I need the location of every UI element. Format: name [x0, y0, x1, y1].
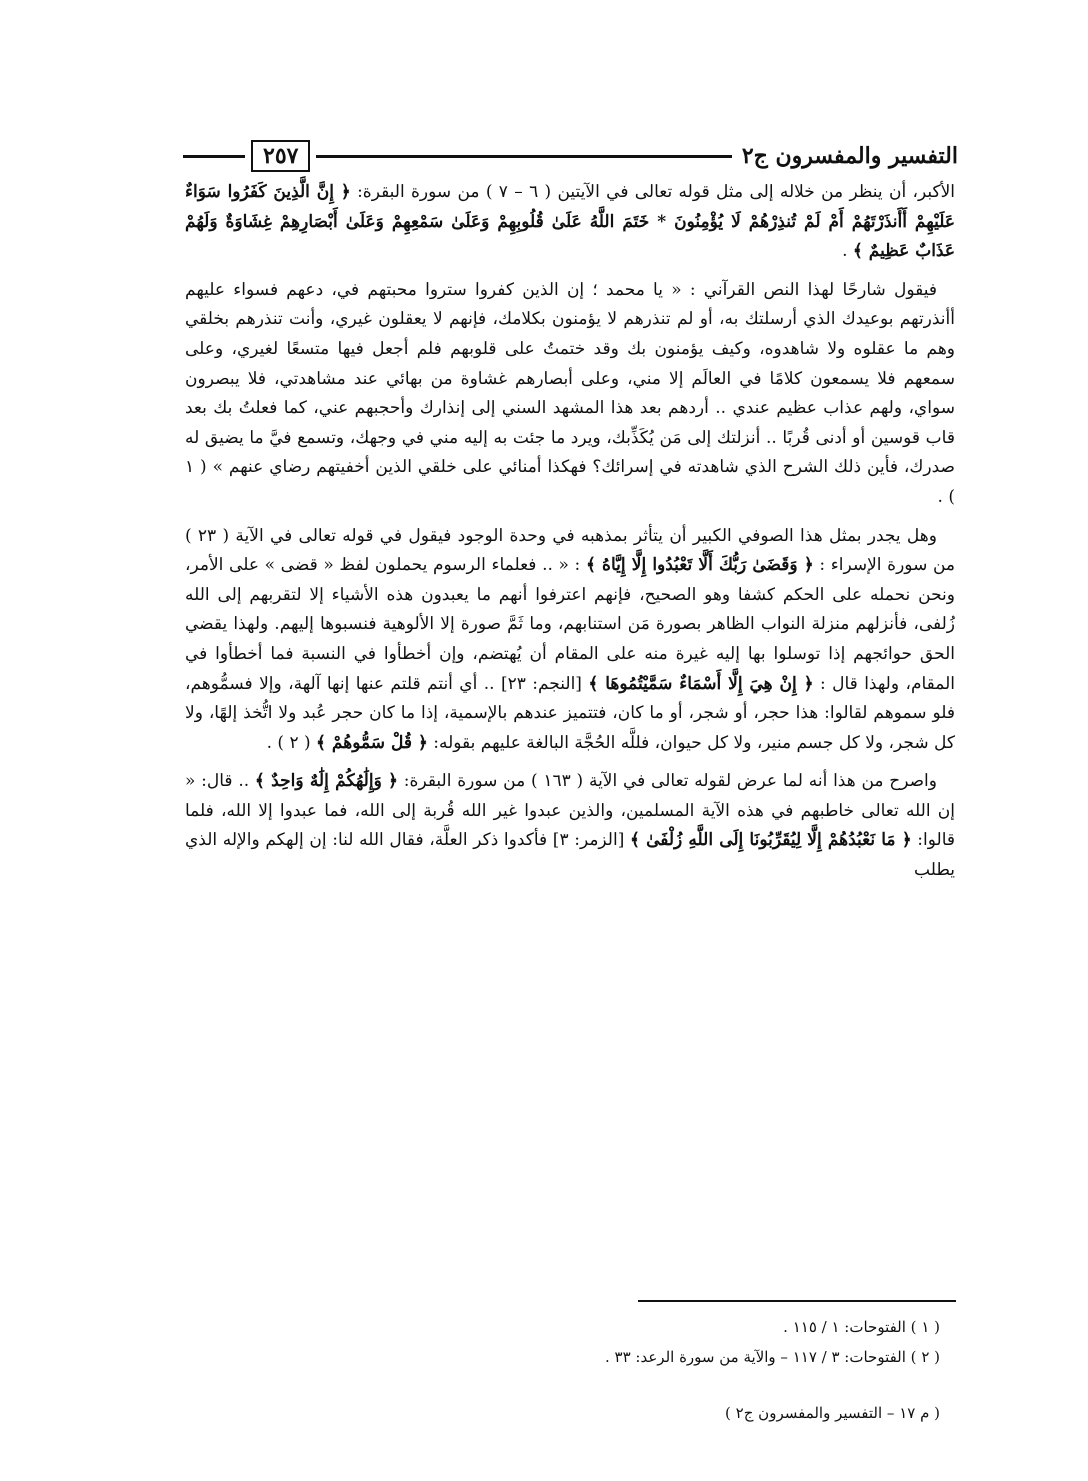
paragraph-text: .. قال: « إن الله تعالى خاطبهم في هذه الآية المسلمين، والذين عبدوا غير الله قُربة إلى الله، فما عبدوا إلا الله، فلما قالوا:: [185, 771, 956, 851]
paragraph: [185, 178, 955, 267]
quran-verse: ﴿ مَا نَعْبُدُهُمْ إِلَّا لِيُقَرِّبُونَا إِلَى اللَّهِ زُلْفَىٰ ﴾: [629, 830, 912, 851]
running-header: [183, 140, 958, 172]
paragraph-text: واصرح من هذا أنه لما عرض لقوله تعالى في الآية ( ١٦٣ ) من سورة البقرة:: [398, 771, 937, 792]
paragraph: [185, 276, 955, 513]
paragraph-text: الأكبر، أن ينظر من خلاله إلى مثل قوله تعالى في الآيتين ( ٦ – ٧ ) من سورة البقرة:: [357, 182, 956, 202]
header-rule-end: [183, 155, 245, 158]
page-number: ٢٥٧: [251, 140, 310, 172]
paragraph: [185, 767, 955, 885]
quran-verse: ﴿ إِنَّ الَّذِينَ كَفَرُوا سَوَاءٌ عَلَيْهِمْ أَأَنذَرْتَهُمْ أَمْ لَمْ تُنذِرْهُمْ لَا يُؤْمِنُونَ * خَتَمَ اللَّهُ عَلَىٰ قُلُوبِهِمْ وَعَلَىٰ سَمْعِهِمْ وَعَلَىٰ أَبْصَارِهِمْ غِشَاوَةٌ وَلَهُمْ عَذَابٌ عَظِيمٌ ﴾: [185, 182, 955, 262]
paragraph-text: فيقول شارحًا لهذا النص القرآني : « يا محمد ؛ إن الذين كفروا ستروا محبتهم في، دعهم فسواء عليهم أأنذرتهم بوعيدك الذي أرسلتك به، أو لم تنذرهم لا يؤمنون بكلامك، فإنهم لا يعقلون غيري، وأنت تنذرهم بخلقي وهم ما عقلوه ولا شاهدوه، وكيف يؤمنون بك وقد ختمتُ على قلوبهم فلم أجعل فيها متسعًا لغيري، وعلى سمعهم فلا يسمعون كلامًا في العالَم إلا مني، وعلى أبصارهم غشاوة من بهائي عند مشاهدتي، فلا يبصرون سواي، ولهم عذاب عظيم عندي .. أردهم بعد هذا المشهد السني إلى إنذارك وأحجبهم عني، كما فعلتُ بك بعد قاب قوسين أو أدنى قُربًا .. أنزلتك إلى مَن يُكَذِّبك، ويرد ما جئت به إليه مني في وجهك، وتسمع فيَّ ما يضيق له صدرك، فأين ذلك الشرح الذي شاهدته في إسرائك؟ فهكذا أمنائي على خلقي الذين أخفيتهم رضاي عنهم » ( ١ ) .: [185, 279, 955, 507]
paragraph-text: [الزمر: ٣] فأكدوا ذكر العلَّة، فقال الله لنا: إن إلهكم والإله الذي يطلب: [185, 830, 955, 881]
quran-verse: ﴿ وَقَضَىٰ رَبُّكَ أَلَّا تَعْبُدُوا إِلَّا إِيَّاهُ ﴾: [585, 555, 814, 576]
header-rule-middle: [316, 155, 731, 158]
paragraph: [185, 522, 955, 759]
quran-verse: ﴿ إِنْ هِيَ إِلَّا أَسْمَاءٌ سَمَّيْتُمُوهَا ﴾: [588, 673, 814, 694]
footnote-2: ( ٢ ) الفتوحات: ٣ / ١١٧ – والآية من سورة الرعد: ٣٣ .: [604, 1348, 940, 1366]
quran-verse: ﴿ وَإِلَٰهُكُمْ إِلَٰهٌ وَاحِدٌ ﴾: [254, 771, 399, 792]
running-title: التفسير والمفسرون ج٢: [741, 143, 958, 169]
footnote-separator: [638, 1300, 956, 1302]
main-text: [185, 178, 955, 895]
paragraph-text: [النجم: ٢٣] .. أي أنتم قلتم عنها إنها آلهة، وإلا فسمُّوهم، فلو سموهم لقالوا: هذا حجر، أو شجر، أو ما كان، فتتميز عندهم بالإسمية، إذا ما كان حجر عُبد ولا اتُّخذ إلهًا، ولا كل شجر، ولا كل جسم منير، ولا كل حيوان، فللَّه الحُجَّة البالغة عليهم بقوله:: [185, 673, 955, 753]
paragraph-text: .: [842, 241, 848, 262]
quran-verse: ﴿ قُلْ سَمُّوهُمْ ﴾: [316, 732, 428, 753]
footnote-1: ( ١ ) الفتوحات: ١ / ١١٥ .: [783, 1318, 940, 1336]
paragraph-text: وهل يجدر بمثل هذا الصوفي الكبير أن يتأثر بمذهبه في وحدة الوجود فيقول في قوله تعالى في الآية ( ٢٣ ) من سورة الإسراء :: [185, 525, 956, 576]
paragraph-text: : « .. فعلماء الرسوم يحملون لفظ « قضى » على الأمر، ونحن نحمله على الحكم كشفا وهو الصحيح، فإنهم اعترفوا أنهم ما يعبدون هذه الأشياء إلا لتقربهم إلى الله زُلفى، فأنزلهم منزلة النواب الظاهر بصورة مَن استنابهم، وما ثَمَّ صورة إلا الألوهية فنسبوها إليهم. ولهذا يقضي الحق حوائجهم إذا توسلوا بها إليه غيرة منه على المقام أن يُهتضم، وإن أخطأوا في النسبة فما أخطأوا في المقام، ولهذا قال :: [185, 555, 955, 694]
signature-mark: ( م ١٧ – التفسير والمفسرون ج٢ ): [725, 1404, 940, 1422]
paragraph-text: ( ٢ ) .: [266, 732, 311, 753]
